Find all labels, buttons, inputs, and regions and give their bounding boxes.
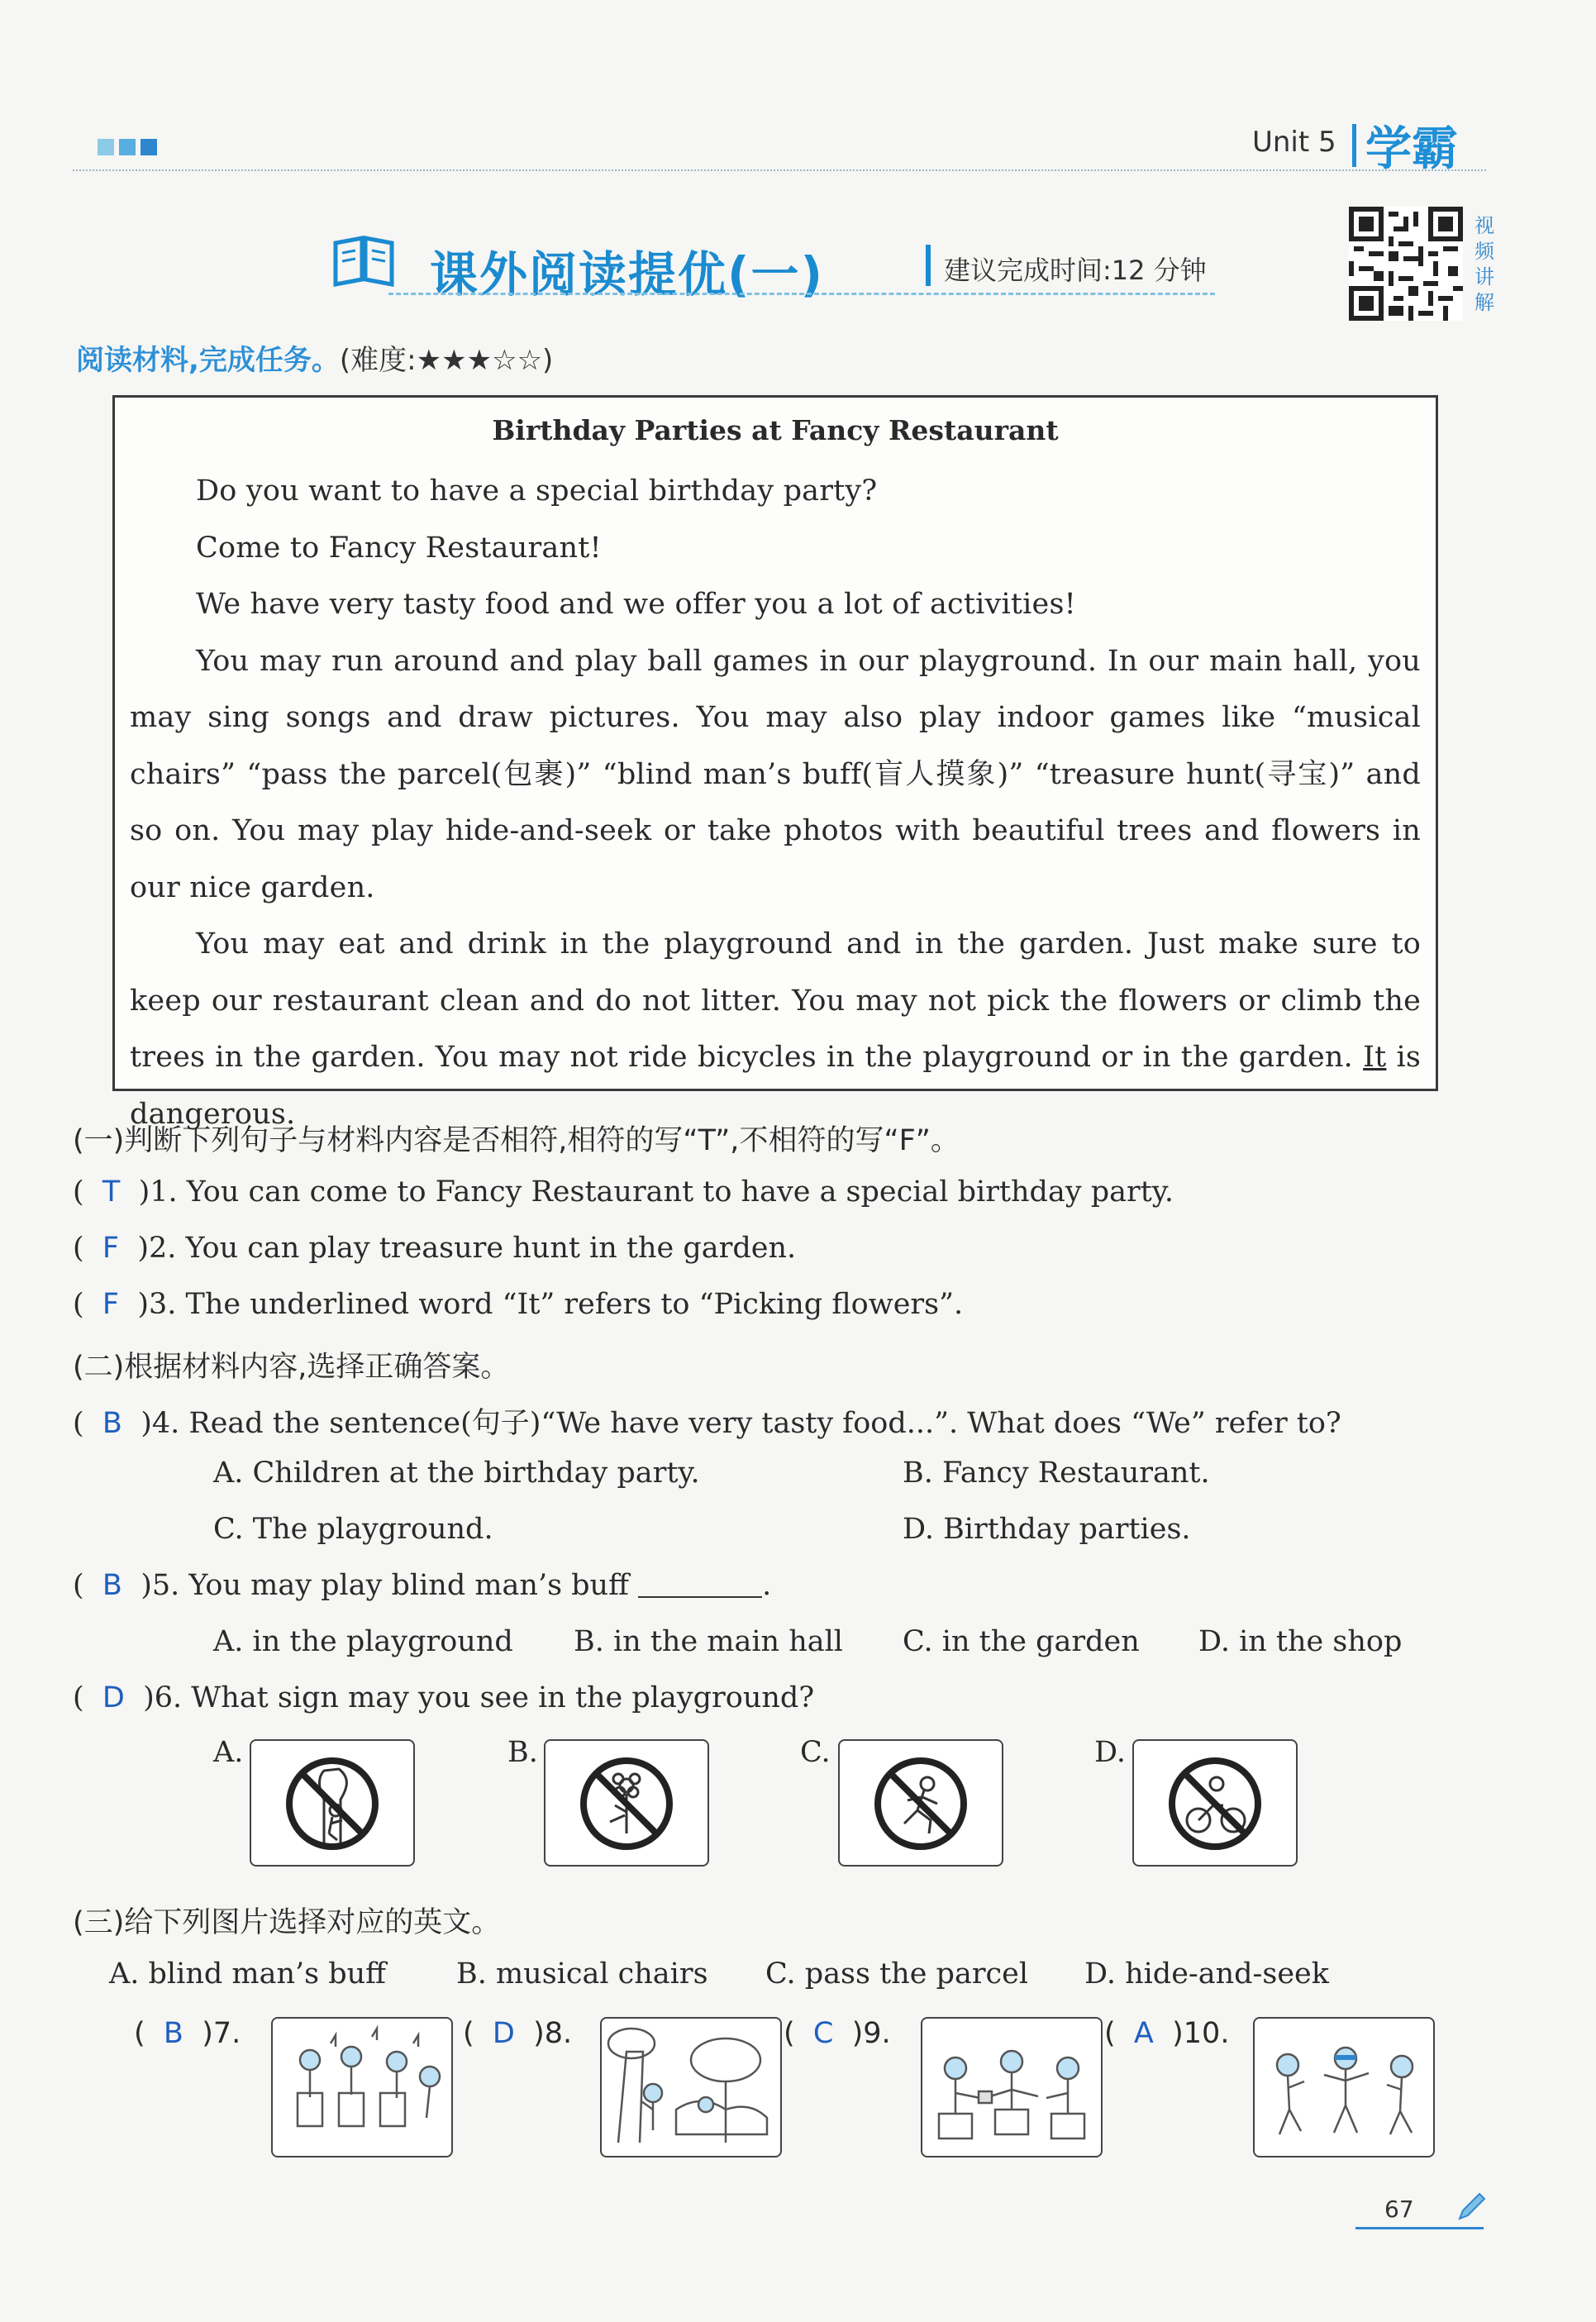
pass-the-parcel-illustration: [922, 2019, 1101, 2156]
question-1-text: )1. You can come to Fancy Restaurant to have a special birthday party.: [138, 1175, 1174, 1209]
question-8-num: )8.: [533, 2017, 573, 2050]
blank-end: .: [762, 1569, 772, 1602]
question-10-num: )10.: [1172, 2017, 1230, 2050]
underlined-word: It: [1363, 1041, 1387, 1074]
q5-option-b[interactable]: B. in the main hall: [574, 1625, 843, 1658]
answer-3[interactable]: F: [102, 1288, 120, 1321]
q6-option-c-label: C.: [800, 1736, 831, 1769]
q5-option-a[interactable]: A. in the playground: [213, 1625, 513, 1658]
question-1: ( T )1. You can come to Fancy Restaurant to have a special birthday party.: [73, 1175, 1174, 1209]
time-hint: 建议完成时间:12 分钟: [944, 255, 1207, 286]
q4-option-c[interactable]: C. The playground.: [213, 1513, 493, 1546]
instruction: [76, 337, 553, 378]
question-7: ( B )7.: [134, 2017, 241, 2050]
q6-option-b-label: B.: [507, 1736, 538, 1769]
hide-and-seek-illustration: [602, 2019, 780, 2156]
picture-10[interactable]: [1253, 2017, 1435, 2158]
brand-logo: 学霸: [1365, 122, 1458, 176]
pencil-icon: [1455, 2191, 1488, 2224]
q5-option-d[interactable]: D. in the shop: [1198, 1625, 1403, 1658]
question-2: ( F )2. You can play treasure hunt in the garden.: [73, 1232, 797, 1265]
question-5-text: )5. You may play blind man’s buff: [141, 1569, 629, 1602]
answer-2[interactable]: F: [102, 1232, 120, 1265]
section-title: 课外阅读提优(一): [430, 246, 825, 303]
answer-5[interactable]: B: [102, 1569, 122, 1602]
q4-option-b[interactable]: B. Fancy Restaurant.: [903, 1457, 1210, 1490]
picture-8[interactable]: [600, 2017, 782, 2158]
answer-1[interactable]: T: [102, 1175, 121, 1209]
question-3: ( F )3. The underlined word “It” refers to “Picking flowers”.: [73, 1288, 964, 1321]
musical-chairs-illustration: [273, 2019, 451, 2156]
answer-7[interactable]: B: [163, 2017, 183, 2050]
question-10: ( A )10.: [1104, 2017, 1230, 2050]
answer-10[interactable]: A: [1133, 2017, 1154, 2050]
q6-option-b[interactable]: [544, 1739, 709, 1867]
title-divider: [926, 245, 931, 286]
brand-divider: [1352, 124, 1356, 167]
part3-heading: (三)给下列图片选择对应的英文。: [73, 1906, 501, 1939]
qr-caption: 视频讲解: [1475, 214, 1494, 314]
question-4: ( B )4. Read the sentence(句子)“We have very tasty food...”. What does “We” refer to?: [73, 1407, 1341, 1440]
passage-paragraph: We have very tasty food and we offer you a lot of activities!: [196, 588, 1076, 621]
choice-d: D. hide-and-seek: [1084, 1957, 1329, 1991]
question-9: ( C )9.: [784, 2017, 891, 2050]
header-rule: [73, 169, 1486, 171]
passage-paragraph: You may run around and play ball games in our playground. In our main hall, you may sing songs and draw pictures. You may also play indoor games like “musical chairs” “pass the parcel(包裹)” “blind man’s buff(盲人摸象)” “treasure hunt(寻宝)” and so on. You may play hide-and-seek or take photos with beautiful trees and flowers in our nice garden.: [130, 644, 1421, 904]
picture-7[interactable]: [271, 2017, 453, 2158]
choice-c: C. pass the parcel: [765, 1957, 1029, 1991]
question-7-num: )7.: [202, 2017, 241, 2050]
passage-title: Birthday Parties at Fancy Restaurant: [492, 414, 1059, 446]
question-4-text: )4. Read the sentence(句子)“We have very tasty food...”. What does “We” refer to?: [141, 1407, 1341, 1440]
footer-rule: [1355, 2227, 1484, 2229]
instruction-lead: 阅读材料,完成任务。: [76, 344, 340, 377]
picture-9[interactable]: [921, 2017, 1103, 2158]
choice-b: B. musical chairs: [456, 1957, 708, 1991]
question-8: ( D )8.: [463, 2017, 573, 2050]
page-number: 67: [1384, 2196, 1414, 2223]
q4-option-d[interactable]: D. Birthday parties.: [903, 1513, 1191, 1546]
no-running-icon: [871, 1754, 970, 1853]
part2-heading: (二)根据材料内容,选择正确答案。: [73, 1351, 510, 1384]
answer-blank[interactable]: [638, 1571, 762, 1598]
no-cycling-icon: [1165, 1754, 1265, 1853]
q6-option-c[interactable]: [838, 1739, 1003, 1867]
passage-text: is dangerous.: [130, 1041, 1422, 1131]
q6-option-d-label: D.: [1094, 1736, 1126, 1769]
question-6: ( D )6. What sign may you see in the playground?: [73, 1681, 815, 1714]
blind-mans-buff-illustration: [1255, 2019, 1433, 2156]
passage-paragraph: Come to Fancy Restaurant!: [196, 531, 602, 565]
answer-9[interactable]: C: [812, 2017, 834, 2050]
answer-4[interactable]: B: [102, 1407, 122, 1440]
question-5: ( B )5. You may play blind man’s buff .: [73, 1569, 772, 1602]
qr-code-icon[interactable]: [1349, 207, 1463, 321]
passage-paragraph: Do you want to have a special birthday party?: [196, 474, 878, 508]
question-3-text: )3. The underlined word “It” refers to “Picking flowers”.: [137, 1288, 964, 1321]
passage-text: You may eat and drink in the playground and in the garden. Just make sure to keep our restaurant clean and do not litter. You may not pick the flowers or climb the trees in the garden. You may not ride bicycles in the playground or in the garden.: [130, 927, 1421, 1074]
q5-option-c[interactable]: C. in the garden: [903, 1625, 1140, 1658]
question-9-num: )9.: [851, 2017, 891, 2050]
difficulty-rating: (难度:★★★☆☆): [339, 344, 554, 377]
question-2-text: )2. You can play treasure hunt in the garden.: [137, 1232, 797, 1265]
book-icon: [331, 233, 397, 288]
passage-paragraph: [130, 916, 1421, 1142]
unit-label: Unit 5: [1252, 126, 1336, 159]
q4-option-a[interactable]: A. Children at the birthday party.: [213, 1457, 700, 1490]
reading-passage: [112, 395, 1438, 1131]
header-decoration: [98, 139, 162, 159]
q6-option-a[interactable]: [250, 1739, 415, 1867]
answer-6[interactable]: D: [102, 1681, 125, 1714]
q6-option-d[interactable]: [1132, 1739, 1298, 1867]
part1-heading: (一)判断下列句子与材料内容是否相符,相符的写“T”,不相符的写“F”。: [73, 1124, 960, 1157]
no-picking-flowers-icon: [577, 1754, 676, 1853]
answer-8[interactable]: D: [492, 2017, 515, 2050]
question-6-text: )6. What sign may you see in the playground?: [143, 1681, 815, 1714]
no-climbing-trees-icon: [283, 1754, 382, 1853]
title-underline: [388, 293, 1215, 295]
choice-a: A. blind man’s buff: [109, 1957, 387, 1991]
q6-option-a-label: A.: [213, 1736, 244, 1769]
